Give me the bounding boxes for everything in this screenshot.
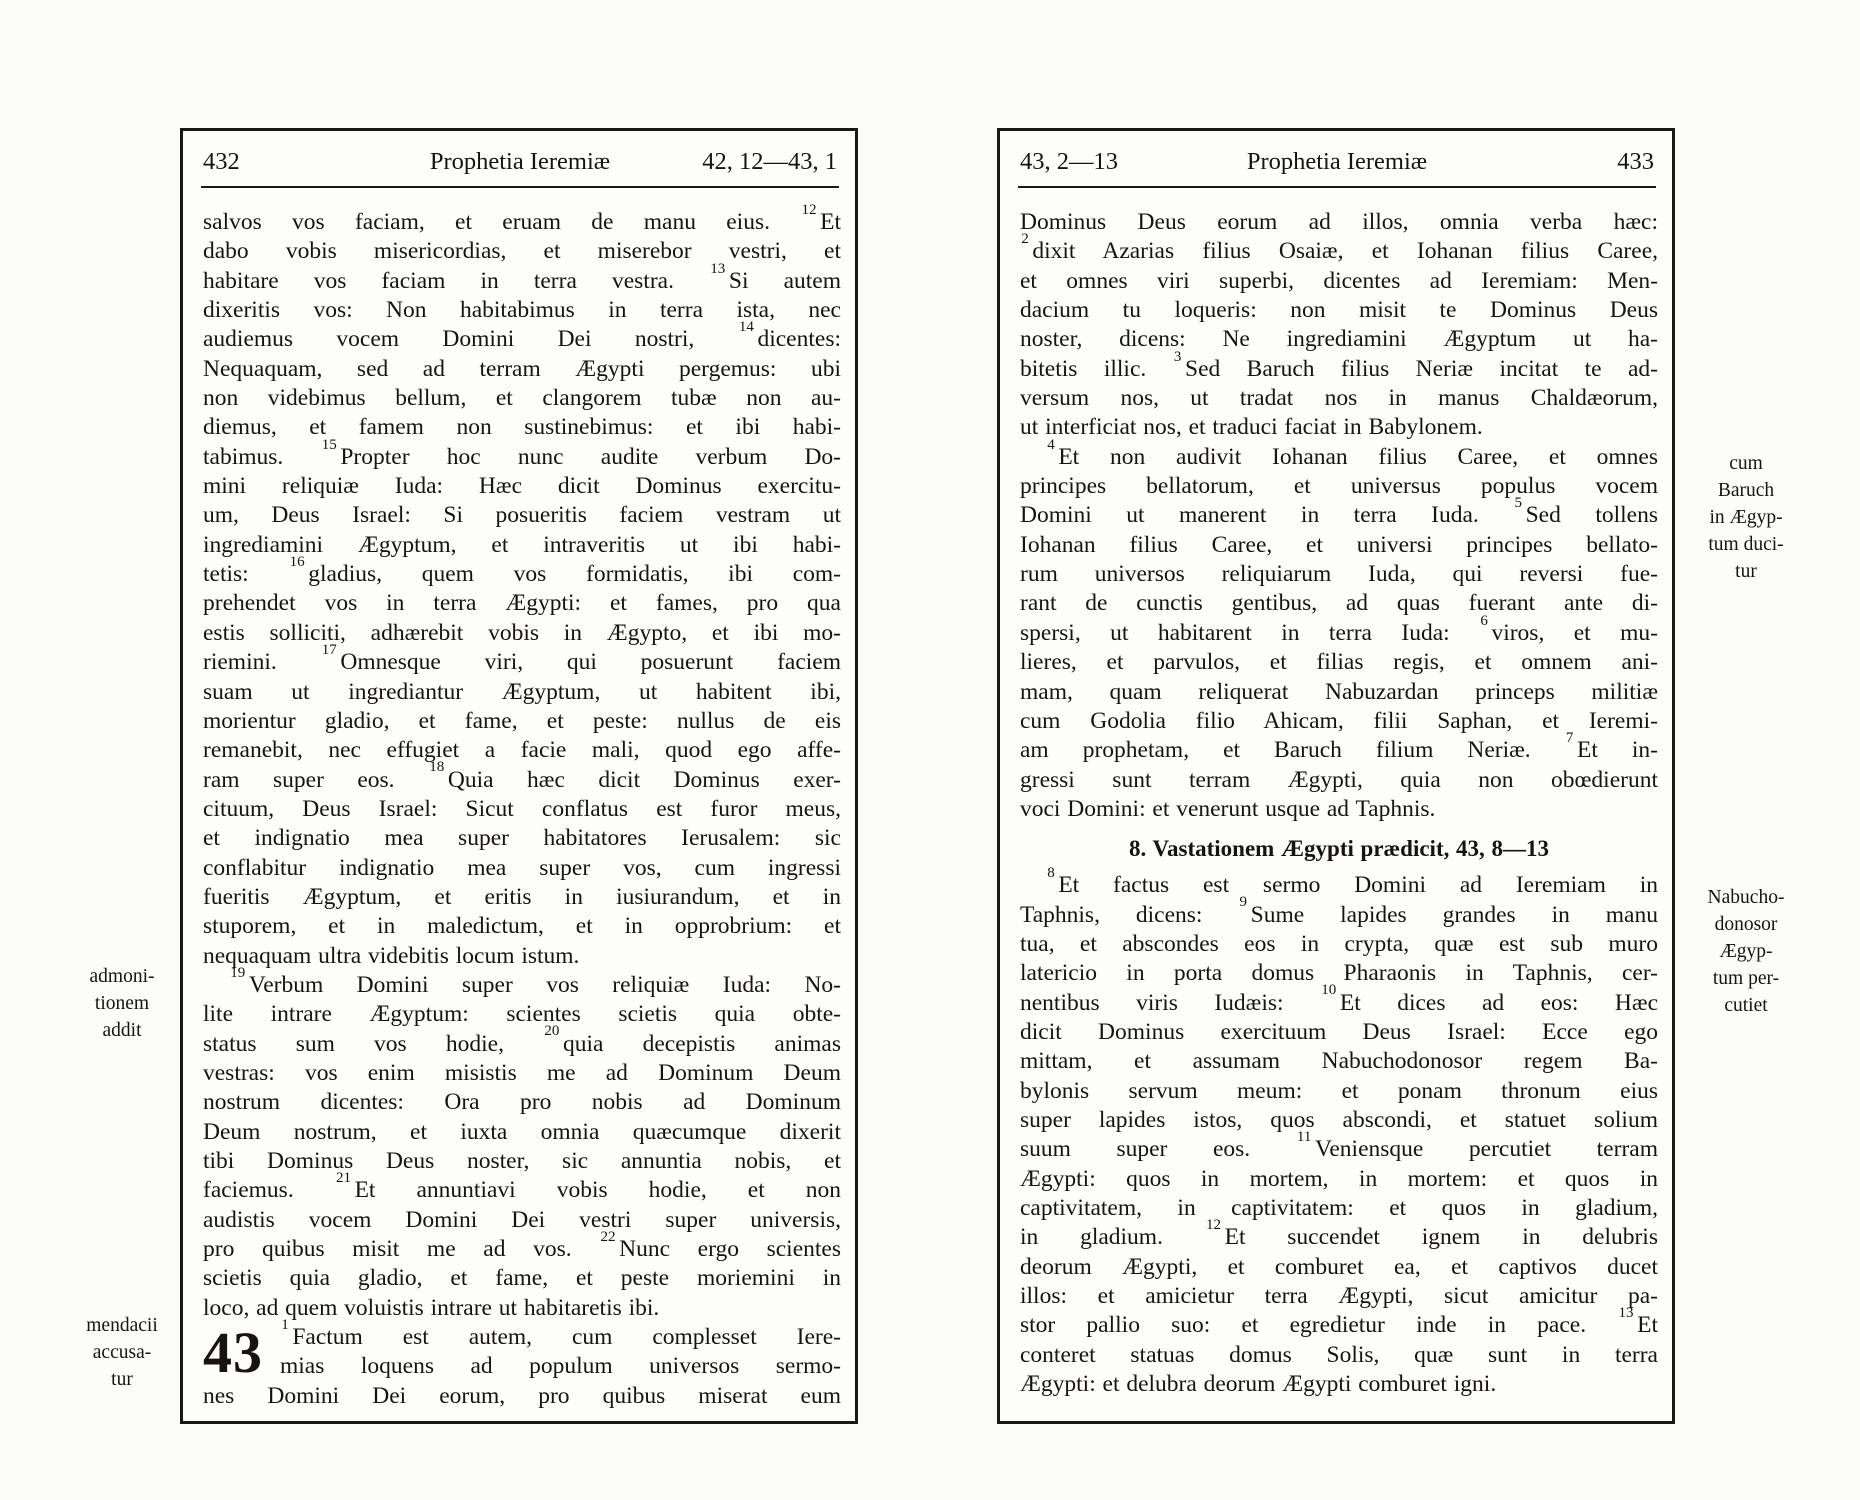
margin-note-line: addit	[102, 1020, 142, 1041]
text-line: mini reliquiæ Iuda: Hæc dicit Dominus exercitu-	[203, 473, 841, 500]
verse-number: 4	[1047, 436, 1055, 453]
text-line: Iohanan filius Caree, et universi principes bellato-	[1020, 531, 1658, 558]
verse-number: 1	[281, 1316, 289, 1333]
paragraph	[1020, 436, 1658, 824]
margin-note-line: accusa-	[92, 1342, 152, 1363]
text-line: deorum Ægypti, et comburet ea, et captivos ducet	[1020, 1253, 1658, 1280]
margin-note-line: tur	[1735, 561, 1757, 582]
verse-number: 13	[1618, 1305, 1634, 1322]
text-line: nentibus viris Iudæis: $^{10}$ Et dices ad eos: Hæc	[1020, 982, 1658, 1016]
verse-number: 9	[1239, 894, 1248, 911]
text-line: suam ut ingrediantur Ægyptum, ut habitent ibi,	[203, 678, 841, 705]
chapter-paragraph	[203, 1316, 841, 1411]
margin-note	[46, 963, 198, 1044]
running-title: Prophetia Ieremiæ	[1246, 148, 1428, 175]
text-line: ram super eos. $^{18}$ Quia hæc dicit Dominus exer-	[203, 759, 841, 793]
text-line: fueritis Ægyptum, et eritis in iusiurandum, et in	[203, 883, 841, 910]
text-line: cituum, Deus Israel: Sicut conflatus est furor meus,	[203, 795, 841, 822]
text-line: um, Deus Israel: Si posueritis faciem vestram ut	[203, 502, 841, 529]
margin-note-line: tionem	[94, 993, 150, 1014]
page-left	[180, 128, 858, 1424]
paragraph	[203, 201, 841, 971]
text-line: loco, ad quem voluistis intrare ut habitaretis ibi.	[203, 1294, 660, 1321]
margin-note-line: donosor	[1714, 914, 1778, 935]
verse-number: 16	[289, 553, 305, 570]
text-line: dabo vobis misericordias, et miserebor vestri, et	[203, 238, 841, 265]
text-line: diemus, et famem non sustinebimus: et ibi habi-	[203, 414, 841, 441]
text-line: gressi sunt terram Ægypti, quia non obœdierunt	[1020, 766, 1658, 793]
text-line: tibi Dominus Deus noster, sic annuntia nobis, et	[203, 1148, 841, 1174]
verse-number: 21	[335, 1170, 351, 1187]
text-line: faciemus. $^{21}$ Et annuntiavi vobis hodie, et non	[203, 1170, 842, 1204]
verse-number: 19	[230, 964, 246, 981]
margin-note-line: tur	[111, 1369, 133, 1390]
text-line: bylonis servum meum: et ponam thronum eius	[1020, 1077, 1658, 1104]
text-line: conflabitur indignatio mea super vos, cum ingressi	[203, 854, 841, 881]
verse-number: 10	[1321, 982, 1337, 999]
verse-number: 6	[1480, 612, 1488, 629]
text-line: tetis: $^{16}$ gladius, quem vos formidatis, ibi com-	[203, 553, 841, 588]
paragraph	[1020, 208, 1658, 443]
verse-number: 22	[600, 1228, 616, 1245]
text-line: status sum vos hodie, $^{20}$ quia decepistis animas	[203, 1023, 841, 1057]
text-line: et indignatio mea super habitatores Ierusalem: sic	[203, 825, 841, 852]
text-line: spersi, ut habitarent in terra Iuda: $^6$ viros, et mu-	[1020, 612, 1658, 646]
text-line: nequaquam ultra videbitis locum istum.	[203, 942, 580, 969]
text-line: conteret statuas domus Solis, quæ sunt in terra	[1020, 1341, 1658, 1368]
text-line: Nequaquam, sed ad terram Ægypti pergemus: ubi	[203, 355, 841, 382]
text-line: $^4$ Et non audivit Iohanan filius Caree, et omnes	[1047, 436, 1658, 470]
text-line: scietis quia gladio, et fame, et peste moriemini in	[203, 1265, 841, 1292]
text-line: Deum nostrum, et iuxta omnia quæcumque dixerit	[203, 1118, 841, 1145]
text-line: lieres, et parvulos, et filias regis, et omnem ani-	[1020, 649, 1658, 676]
text-line: morientur gladio, et fame, et peste: nullus de eis	[203, 707, 841, 734]
page-body	[1000, 188, 1672, 1399]
running-title: Prophetia Ieremiæ	[429, 148, 611, 175]
text-line: noster, dicens: Ne ingrediamini Ægyptum ut ha-	[1020, 326, 1658, 353]
text-line: vestras: vos enim misistis me ad Dominum Deum	[203, 1059, 841, 1086]
margin-note-line: Ægyp-	[1719, 941, 1773, 962]
text-line: voci Domini: et venerunt usque ad Taphnis.	[1020, 795, 1436, 822]
verse-number: 7	[1565, 730, 1574, 747]
page-body	[183, 188, 855, 1411]
verse-number: 12	[801, 201, 817, 218]
margin-note	[46, 1312, 198, 1393]
text-line: principes bellatorum, et universus populus vocem	[1020, 473, 1658, 500]
page-number: 433	[1617, 148, 1654, 175]
margin-note	[1680, 450, 1812, 585]
text-line: tua, et abscondes eos in crypta, quæ est sub muro	[1020, 930, 1658, 957]
verse-number: 8	[1047, 865, 1055, 882]
margin-note-line: Baruch	[1717, 480, 1775, 501]
text-line: suum super eos. $^{11}$ Veniensque percutiet terram	[1020, 1129, 1658, 1163]
text-line: audiemus vocem Domini Dei nostri, $^{14}$ dicentes:	[203, 319, 841, 353]
page-right	[997, 128, 1675, 1424]
text-line: Ægypti: quos in mortem, in mortem: et quos in	[1020, 1165, 1658, 1192]
verse-number: 18	[429, 759, 445, 776]
text-line: mittam, et assumam Nabuchodonosor regem Ba-	[1020, 1048, 1658, 1075]
verse-number: 11	[1296, 1129, 1312, 1146]
text-line: $^1$ Factum est autem, cum complesset Iere-	[281, 1316, 841, 1351]
text-line: versum nos, ut tradat nos in manus Chaldæorum,	[1020, 385, 1658, 412]
text-line: remanebit, nec effugiet a facie mali, quod ego affe-	[203, 737, 841, 764]
verse-number: 15	[321, 436, 337, 453]
text-line: nostrum dicentes: Ora pro nobis ad Dominum	[203, 1089, 841, 1116]
text-line: am prophetam, et Baruch filium Neriæ. $^7$ Et in-	[1020, 730, 1658, 764]
text-line: dixeritis vos: Non habitabimus in terra ista, nec	[203, 297, 841, 324]
text-line: habitare vos faciam in terra vestra. $^{13}$ Si autem	[203, 260, 841, 294]
verse-number: 3	[1173, 348, 1182, 365]
margin-note-line: tum duci-	[1708, 534, 1784, 555]
text-line: rum universos reliquiarum Iuda, qui reversi fue-	[1020, 561, 1658, 588]
page-header	[1018, 146, 1656, 188]
margin-note-line: cum	[1729, 453, 1763, 474]
paragraph	[1020, 865, 1658, 1399]
text-line: mam, quam reliquerat Nabuzardan princeps militiæ	[1020, 678, 1658, 705]
text-line: Ægypti: et delubra deorum Ægypti comburet igni.	[1020, 1371, 1497, 1398]
chapter-verse-range: 42, 12—43, 1	[702, 148, 837, 175]
margin-note-line: mendacii	[86, 1315, 158, 1336]
page-number: 432	[203, 148, 240, 175]
paragraph	[203, 964, 842, 1323]
text-line: captivitatem, in captivitatem: et quos in gladium,	[1020, 1195, 1658, 1221]
text-line: salvos vos faciam, et eruam de manu eius. $^{12}$ Et	[203, 201, 841, 235]
margin-note-line: Nabucho-	[1707, 887, 1785, 908]
text-line: bitetis illic. $^3$ Sed Baruch filius Neriæ incitat te ad-	[1020, 348, 1658, 382]
verse-number: 5	[1514, 495, 1522, 512]
text-line: riemini. $^{17}$ Omnesque viri, qui posuerunt faciem	[203, 642, 841, 676]
text-line: tabimus. $^{15}$ Propter hoc nunc audite verbum Do-	[203, 436, 841, 470]
text-line: dicit Dominus exercituum Deus Israel: Ecce ego	[1020, 1018, 1658, 1045]
chapter-number: 43	[203, 1320, 263, 1386]
text-line: prehendet vos in terra Ægypti: et fames, pro qua	[203, 590, 841, 617]
text-line: Taphnis, dicens: $^9$ Sume lapides grandes in manu	[1020, 894, 1658, 928]
text-line: latericio in porta domus Pharaonis in Taphnis, cer-	[1020, 960, 1658, 987]
text-line: $^{19}$ Verbum Domini super vos reliquiæ Iuda: No-	[230, 964, 841, 998]
section-heading: 8. Vastationem Ægypti prædicit, 43, 8—13	[1129, 836, 1549, 862]
margin-note-line: cutiet	[1724, 995, 1768, 1016]
verse-number: 20	[544, 1023, 560, 1040]
text-line: Domini ut manerent in terra Iuda. $^5$ Sed tollens	[1020, 495, 1658, 529]
text-line: super lapides istos, quos abscondi, et statuet solium	[1020, 1106, 1658, 1133]
verse-number: 17	[321, 642, 337, 659]
margin-note-line: in Ægyp-	[1709, 507, 1783, 528]
margin-note	[1680, 884, 1812, 1019]
text-line: Dominus Deus eorum ad illos, omnia verba hæc:	[1020, 209, 1658, 235]
text-line: nes Domini Dei eorum, pro quibus miserat eum	[203, 1382, 841, 1409]
verse-number: 14	[738, 319, 754, 336]
verse-number: 13	[710, 260, 726, 277]
chapter-verse-range: 43, 2—13	[1020, 148, 1118, 175]
text-line: mias loquens ad populum universos sermo-	[280, 1353, 841, 1380]
margin-note-line: tum per-	[1712, 968, 1780, 989]
text-line: non videbimus bellum, et clangorem tubæ non au-	[203, 385, 841, 412]
text-line: ingrediamini Ægyptum, et intraveritis ut ibi habi-	[203, 531, 841, 558]
text-line: $^8$ Et factus est sermo Domini ad Ieremiam in	[1047, 865, 1658, 899]
verse-number: 2	[1021, 231, 1029, 248]
text-line: dacium tu loqueris: non misit te Dominus Deus	[1020, 297, 1658, 324]
text-line: in gladium. $^{12}$ Et succendet ignem in delubris	[1020, 1217, 1658, 1251]
text-line: et omnes viri superbi, dicentes ad Ieremiam: Men-	[1020, 267, 1658, 294]
text-line: stuporem, et in maledictum, et in opprobrium: et	[203, 913, 841, 940]
text-line: estis solliciti, adhærebit vobis in Ægypto, et ibi mo-	[203, 619, 841, 646]
text-line: pro quibus misit me ad vos. $^{22}$ Nunc ergo scientes	[203, 1228, 841, 1263]
margin-note-line: admoni-	[89, 966, 155, 987]
text-line: stor pallio suo: et egredietur inde in pace. $^{13}$ Et	[1020, 1305, 1658, 1339]
text-line: rant de cunctis gentibus, ad quas fuerant ante di-	[1020, 590, 1658, 617]
text-line: lite intrare Ægyptum: scientes scietis quia obte-	[203, 1001, 841, 1028]
text-line: audistis vocem Domini Dei vestri super universis,	[203, 1206, 841, 1233]
text-line: ut interficiat nos, et traduci faciat in Babylonem.	[1020, 414, 1483, 441]
text-line: $^2$ dixit Azarias filius Osaiæ, et Iohanan filius Caree,	[1021, 231, 1658, 265]
verse-number: 12	[1205, 1217, 1221, 1234]
text-line: cum Godolia filio Ahicam, filii Saphan, et Ieremi-	[1020, 707, 1658, 734]
text-line: illos: et amicietur terra Ægypti, sicut amicitur pa-	[1020, 1283, 1658, 1310]
page-header	[201, 146, 839, 188]
